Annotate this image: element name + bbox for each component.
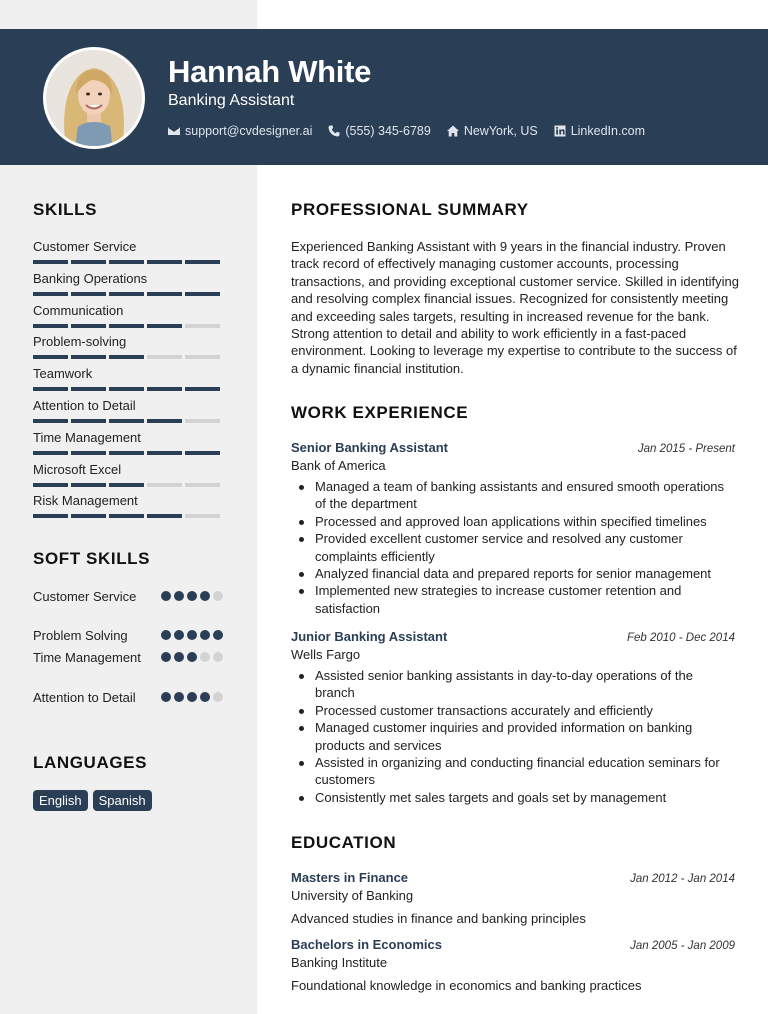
rating-dot (200, 591, 210, 601)
rating-dot (161, 692, 171, 702)
skill-level-segment (71, 260, 106, 264)
skill-level-segment (71, 483, 106, 487)
skill-level-segment (147, 355, 182, 359)
skill-item (33, 398, 223, 423)
skill-level-segment (147, 292, 182, 296)
education-description: Foundational knowledge in economics and banking practices (291, 978, 642, 993)
languages-list (33, 790, 152, 811)
skill-level-segment (71, 419, 106, 423)
skill-level-segment (33, 387, 68, 391)
job-role: Senior Banking Assistant (291, 440, 448, 455)
rating-dot (187, 591, 197, 601)
skill-item (33, 303, 223, 328)
profile-photo (46, 50, 142, 146)
job-company: Wells Fargo (291, 647, 361, 662)
soft-skill-item (33, 649, 223, 666)
contact-location (447, 124, 538, 138)
skill-level-segment (109, 292, 144, 296)
rating-dot (187, 630, 197, 640)
skill-level-segment (71, 324, 106, 328)
job-bullets (297, 667, 735, 806)
skill-label: Customer Service (33, 239, 137, 254)
list-item: Assisted senior banking assistants in day-to-day operations of the branch (297, 667, 735, 702)
email-text: support@cvdesigner.ai (185, 124, 313, 138)
rating-dot (161, 652, 171, 662)
contact-email[interactable] (168, 124, 312, 138)
list-item: Provided excellent customer service and resolved any customer complaints efficiently (297, 530, 735, 565)
skill-level-segment (109, 419, 144, 423)
rating-dot (161, 591, 171, 601)
soft-skill-item (33, 588, 223, 605)
skill-level-segment (147, 419, 182, 423)
skill-item (33, 271, 223, 296)
skill-level-segment (71, 292, 106, 296)
soft-skill-rating (161, 588, 223, 605)
list-item: Managed a team of banking assistants and ensured smooth operations of the department (297, 478, 735, 513)
rating-dot (187, 652, 197, 662)
skill-level-segment (147, 387, 182, 391)
soft-skill-label: Customer Service (33, 589, 137, 604)
list-item: Processed customer transactions accurately and efficiently (297, 702, 735, 719)
skill-level-segment (185, 355, 220, 359)
phone-text: (555) 345-6789 (345, 124, 431, 138)
education-degree: Masters in Finance (291, 870, 409, 885)
contact-phone[interactable] (328, 124, 430, 138)
skill-level-segment (147, 324, 182, 328)
education-heading: EDUCATION (291, 833, 397, 852)
job-entry (291, 440, 735, 617)
skill-label: Risk Management (33, 493, 138, 509)
skill-item (33, 366, 223, 391)
skill-level-segment (71, 355, 106, 359)
skill-level-bar (33, 324, 223, 328)
soft-skills-heading: SOFT SKILLS (33, 549, 151, 568)
skill-level-bar (33, 355, 223, 359)
education-school: University of Banking (291, 888, 414, 903)
skill-level-segment (109, 483, 144, 487)
skill-level-segment (185, 451, 220, 455)
rating-dot (213, 692, 223, 702)
job-company: Bank of America (291, 458, 386, 473)
summary-text: Experienced Banking Assistant with 9 years in the financial industry. Proven track record of effectively managing customer accounts, processing transactions, and providing exceptional customer service. Skilled in identifying and resolving complex financial issues. Recognized for consistently meeting and exceeding sales targets, resulting in increased revenue for the bank. Strong attention to detail and ability to work efficiently in a fast-paced environment. Looking to leverage my expertise to contribute to the success of a dynamic financial institution. (291, 239, 740, 376)
languages-heading: LANGUAGES (33, 753, 148, 772)
list-item: Analyzed financial data and prepared reports for senior management (297, 565, 735, 582)
skill-level-segment (185, 387, 220, 391)
skill-level-segment (109, 324, 144, 328)
skill-level-segment (109, 355, 144, 359)
skill-level-segment (185, 483, 220, 487)
skill-item (33, 462, 223, 487)
rating-dot (174, 591, 184, 601)
education-degree: Bachelors in Economics (291, 937, 442, 952)
soft-skill-rating (161, 689, 223, 706)
skill-level-segment (185, 514, 220, 518)
skill-label: Time Management (33, 429, 141, 445)
soft-skill-rating (161, 649, 223, 666)
language-tag: Spanish (93, 790, 152, 811)
candidate-title: Banking Assistant (168, 92, 295, 109)
skill-level-segment (147, 260, 182, 264)
list-item: Assisted in organizing and conducting financial education seminars for customers (297, 754, 735, 789)
soft-skill-label: Time Management (33, 650, 141, 665)
skill-item (33, 334, 223, 359)
soft-skill-label: Attention to Detail (33, 690, 136, 705)
experience-heading: WORK EXPERIENCE (291, 403, 469, 422)
skill-level-segment (33, 324, 68, 328)
job-bullets (297, 478, 735, 617)
skill-label: Attention to Detail (33, 398, 136, 413)
skill-label: Communication (33, 302, 124, 318)
skill-label: Teamwork (33, 366, 93, 382)
candidate-name: Hannah White (168, 54, 372, 89)
list-item: Processed and approved loan applications within specified timelines (297, 513, 735, 530)
skill-level-segment (33, 355, 68, 359)
skill-label: Banking Operations (33, 270, 148, 286)
skills-heading: SKILLS (33, 200, 98, 219)
soft-skill-item (33, 689, 223, 706)
job-dates: Jan 2015 - Present (637, 443, 735, 455)
skill-level-bar (33, 419, 223, 423)
skill-level-segment (71, 514, 106, 518)
skill-level-segment (33, 260, 68, 264)
list-item: Consistently met sales targets and goals set by management (297, 789, 735, 806)
skill-label: Problem-solving (33, 334, 127, 350)
soft-skill-rating (161, 627, 223, 644)
skill-label: Microsoft Excel (33, 461, 122, 477)
education-dates: Jan 2012 - Jan 2014 (630, 873, 735, 885)
skill-level-segment (185, 324, 220, 328)
education-school: Banking Institute (291, 955, 388, 970)
skill-level-segment (33, 514, 68, 518)
linkedin-icon (554, 125, 566, 137)
contact-linkedin[interactable] (554, 124, 645, 138)
skill-level-segment (185, 260, 220, 264)
job-entry (291, 629, 735, 806)
skill-level-segment (185, 419, 220, 423)
rating-dot (213, 630, 223, 640)
skill-item (33, 239, 223, 264)
skill-level-segment (147, 451, 182, 455)
education-entry (291, 870, 735, 926)
education-dates: Jan 2005 - Jan 2009 (630, 940, 735, 952)
skill-level-segment (147, 514, 182, 518)
summary-heading: PROFESSIONAL SUMMARY (291, 200, 529, 219)
rating-dot (187, 692, 197, 702)
skill-level-bar (33, 451, 223, 455)
skill-level-bar (33, 514, 223, 518)
rating-dot (213, 591, 223, 601)
phone-icon (328, 125, 340, 137)
skill-item (33, 493, 223, 518)
rating-dot (161, 630, 171, 640)
skill-level-segment (185, 292, 220, 296)
skill-level-segment (33, 483, 68, 487)
skill-level-bar (33, 483, 223, 487)
skill-level-bar (33, 292, 223, 296)
soft-skill-label: Problem Solving (33, 628, 128, 643)
skill-item (33, 430, 223, 455)
rating-dot (174, 692, 184, 702)
skill-level-segment (33, 419, 68, 423)
home-icon (447, 125, 459, 137)
list-item: Managed customer inquiries and provided information on banking products and services (297, 719, 735, 754)
rating-dot (200, 630, 210, 640)
skill-level-segment (109, 514, 144, 518)
skill-level-segment (71, 451, 106, 455)
linkedin-text: LinkedIn.com (570, 124, 646, 138)
skill-level-segment (109, 387, 144, 391)
skill-level-segment (33, 451, 68, 455)
skill-level-segment (109, 451, 144, 455)
skill-level-segment (147, 483, 182, 487)
skill-level-segment (33, 292, 68, 296)
education-description: Advanced studies in finance and banking principles (291, 911, 586, 926)
rating-dot (200, 692, 210, 702)
education-entry (291, 937, 735, 993)
rating-dot (200, 652, 210, 662)
avatar (43, 47, 145, 149)
envelope-icon (168, 125, 180, 137)
language-tag: English (33, 790, 88, 811)
soft-skill-item (33, 627, 223, 644)
rating-dot (174, 652, 184, 662)
skill-level-segment (71, 387, 106, 391)
list-item: Implemented new strategies to increase customer retention and satisfaction (297, 582, 735, 617)
job-dates: Feb 2010 - Dec 2014 (626, 632, 735, 644)
skill-level-bar (33, 387, 223, 391)
skill-level-bar (33, 260, 223, 264)
rating-dot (213, 652, 223, 662)
job-role: Junior Banking Assistant (291, 629, 448, 644)
skill-level-segment (109, 260, 144, 264)
rating-dot (174, 630, 184, 640)
location-text: NewYork, US (463, 124, 538, 138)
contact-bar (168, 124, 645, 138)
